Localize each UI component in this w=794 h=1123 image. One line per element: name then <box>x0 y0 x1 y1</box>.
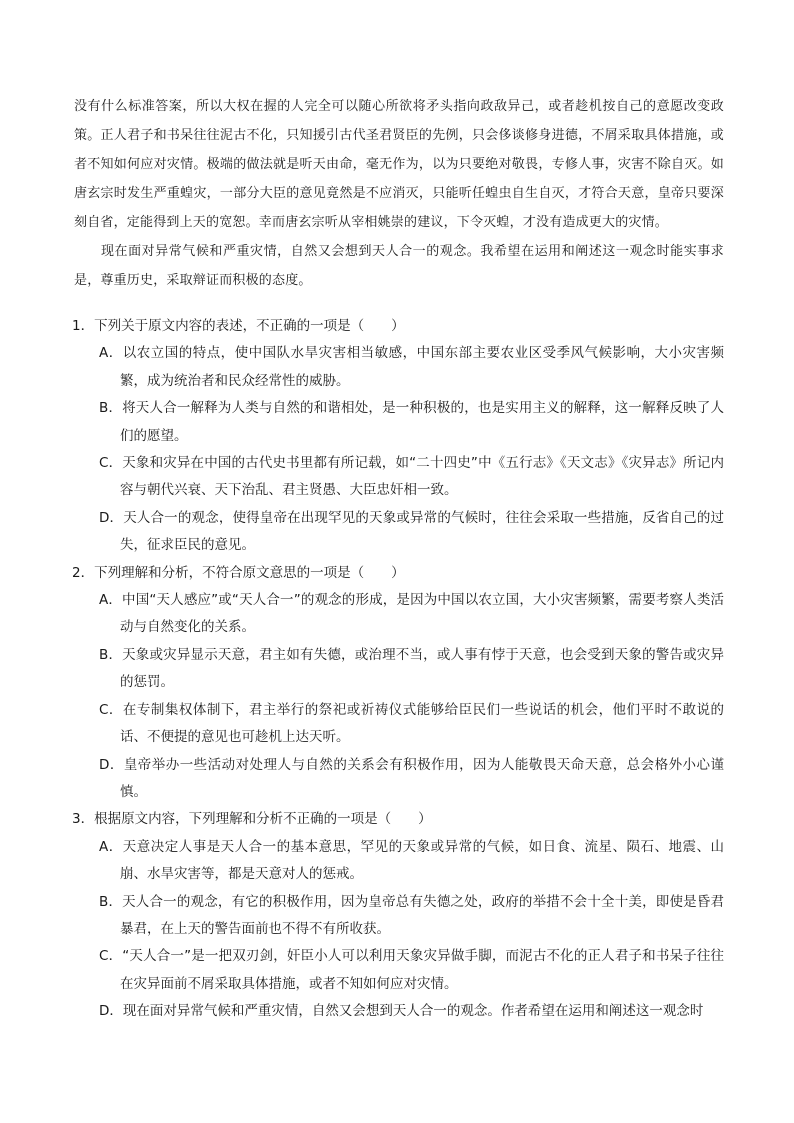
question-1 <box>72 313 724 560</box>
question-2 <box>72 560 724 807</box>
passage-paragraph: 没有什么标准答案，所以大权在握的人完全可以随心所欲将矛头指向政敌异己，或者趁机按自己的意愿改变政策。正人君子和书呆往往泥古不化，只知援引古代圣君贤臣的先例，只会侈谈修身进德，不屑采取具体措施，或者不知如何应对灾情。极端的做法就是听天由命，毫无作为，以为只要绝对敬畏，专修人事，灾害不除自灭。如唐玄宗时发生严重蝗灾，一部分大臣的意见竟然是不应消灭，只能听任蝗虫自生自灭，才符合天意，皇帝只要深刻自省，定能得到上天的宽恕。幸而唐玄宗听从宰相姚崇的建议，下令灭蝗，才没有造成更大的灾情。 <box>74 99 724 230</box>
option-c: C．“天人合一”是一把双刃剑，奸臣小人可以利用天象灾异做手脚，而泥古不化的正人君子和书呆子往往在灾异面前不屑采取具体措施，或者不知如何应对灾情。 <box>99 948 724 992</box>
option-d: D．现在面对异常气候和严重灾情，自然又会想到天人合一的观念。作者希望在运用和阐述这一观念时 <box>99 1003 704 1020</box>
question-stem: 3．根据原文内容，下列理解和分析不正确的一项是（ ） <box>72 811 432 828</box>
passage-paragraph: 现在面对异常气候和严重灾情，自然又会想到天人合一的观念。我希望在运用和阐述这一观念时能实事求是，尊重历史，采取辩证而积极的态度。 <box>74 244 724 288</box>
question-3 <box>72 806 724 1025</box>
option-d: D．天人合一的观念，使得皇帝在出现罕见的天象或异常的气候时，往往会采取一些措施，反省自己的过失，征求臣民的意见。 <box>99 509 724 554</box>
option-a: A．天意决定人事是天人合一的基本意思，罕见的天象或异常的气候，如日食、流星、陨石、地震、山崩、水旱灾害等，都是天意对人的惩戒。 <box>99 838 724 883</box>
option-d: D．皇帝举办一些活动对处理人与自然的关系会有积极作用，因为人能敬畏天命天意，总会格外小心谨慎。 <box>99 756 724 800</box>
question-list <box>72 313 724 1026</box>
option-c: C．天象和灾异在中国的古代史书里都有所记载，如“二十四史”中《五行志》《天文志》《灾异志》所记内容与朝代兴衰、天下治乱、君主贤愚、大臣忠奸相一致。 <box>99 455 724 499</box>
option-b: B．天人合一的观念，有它的积极作用，因为皇帝总有失德之处，政府的举措不会十全十美，即使是昏君暴君，在上天的警告面前也不得不有所收获。 <box>99 893 724 937</box>
question-stem: 2．下列理解和分析，不符合原文意思的一项是（ ） <box>72 564 405 581</box>
option-b: B．天象或灾异显示天意，君主如有失德，或治理不当，或人事有悖于天意，也会受到天象的警告或灾异的惩罚。 <box>99 646 724 691</box>
reading-passage <box>74 92 724 295</box>
option-a: A．中国“天人感应”或“天人合一”的观念的形成，是因为中国以农立国，大小灾害频繁，需要考察人类活动与自然变化的关系。 <box>99 592 724 636</box>
option-b: B．将天人合一解释为人类与自然的和谐相处，是一种积极的，也是实用主义的解释，这一解释反映了人们的愿望。 <box>99 400 724 444</box>
option-a: A．以农立国的特点，使中国队水旱灾害相当敏感，中国东部主要农业区受季风气候影响，大小灾害频繁，成为统治者和民众经常性的威胁。 <box>99 345 724 389</box>
option-c: C．在专制集权体制下，君主举行的祭祀或祈祷仪式能够给臣民们一些说话的机会，他们平时不敢说的话、不便提的意见也可趁机上达天听。 <box>99 701 724 746</box>
question-stem: 1．下列关于原文内容的表述，不正确的一项是（ ） <box>72 318 405 334</box>
